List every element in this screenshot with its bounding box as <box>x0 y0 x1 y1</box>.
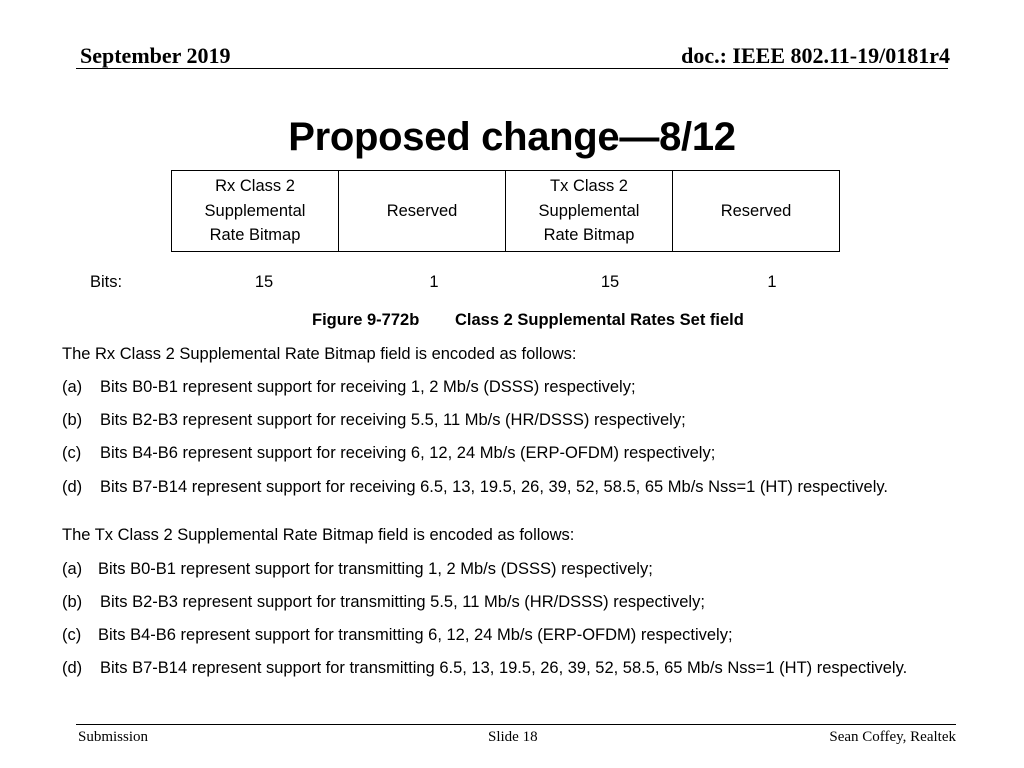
bits-row <box>0 271 1024 293</box>
footer-submission: Submission <box>78 729 149 745</box>
table-cell-reserved-2 <box>673 171 840 252</box>
list-item <box>62 408 686 432</box>
list-marker: (b) <box>62 593 83 611</box>
list-text: Bits B4-B6 represent support for receiving 6, 12, 24 Mb/s (ERP-OFDM) respectively; <box>100 444 716 462</box>
table-row <box>172 171 840 252</box>
bits-value: 15 <box>600 273 620 291</box>
table-cell-rx-bitmap <box>172 171 339 252</box>
list-marker: (c) <box>62 444 82 462</box>
footer-divider <box>76 724 956 725</box>
bits-label: Bits: <box>90 273 123 291</box>
tx-intro: The Tx Class 2 Supplemental Rate Bitmap field is encoded as follows: <box>62 526 575 544</box>
list-item <box>62 656 962 680</box>
header-divider <box>76 68 948 69</box>
cell-line: Supplemental <box>538 201 640 220</box>
list-marker: (d) <box>62 659 83 677</box>
cell-line: Reserved <box>720 201 792 220</box>
cell-line: Supplemental <box>204 201 306 220</box>
list-item <box>62 441 715 465</box>
list-text: Bits B7-B14 represent support for receiving 6.5, 13, 19.5, 26, 39, 52, 58.5, 65 Mb/s Nss=1 (HT) respectively. <box>100 478 888 496</box>
list-text: Bits B2-B3 represent support for transmitting 5.5, 11 Mb/s (HR/DSSS) respectively; <box>100 593 705 611</box>
list-item <box>62 590 705 614</box>
cell-line: Tx Class 2 <box>550 177 628 196</box>
slide-number: Slide 18 <box>488 729 538 745</box>
list-marker: (d) <box>62 478 83 496</box>
list-text: Bits B0-B1 represent support for receiving 1, 2 Mb/s (DSSS) respectively; <box>100 378 636 396</box>
table-cell-reserved-1 <box>339 171 506 252</box>
list-marker: (c) <box>62 626 82 644</box>
list-item <box>62 475 888 499</box>
list-text: Bits B7-B14 represent support for transmitting 6.5, 13, 19.5, 26, 39, 52, 58.5, 65 Mb/s Nss=1 (HT) respectively. <box>100 659 908 677</box>
header-doc-id: doc.: IEEE 802.11-19/0181r4 <box>681 43 950 68</box>
table-cell-tx-bitmap <box>506 171 673 252</box>
list-text: Bits B2-B3 represent support for receiving 5.5, 11 Mb/s (HR/DSSS) respectively; <box>100 411 686 429</box>
list-item <box>62 375 636 399</box>
bits-value: 1 <box>429 273 439 291</box>
figure-caption <box>312 309 744 331</box>
footer-author: Sean Coffey, Realtek <box>829 729 956 745</box>
figure-title: Class 2 Supplemental Rates Set field <box>455 311 744 329</box>
list-text: Bits B0-B1 represent support for transmitting 1, 2 Mb/s (DSSS) respectively; <box>98 560 653 578</box>
cell-line: Reserved <box>386 201 458 220</box>
cell-line: Rate Bitmap <box>209 226 301 245</box>
bits-value: 15 <box>254 273 274 291</box>
list-marker: (a) <box>62 378 83 396</box>
cell-line: Rx Class 2 <box>215 177 295 196</box>
header-date: September 2019 <box>80 43 231 68</box>
figure-number: Figure 9-772b <box>312 311 420 329</box>
rx-intro: The Rx Class 2 Supplemental Rate Bitmap field is encoded as follows: <box>62 345 577 363</box>
list-marker: (b) <box>62 411 83 429</box>
field-format-table <box>171 170 840 252</box>
list-text: Bits B4-B6 represent support for transmitting 6, 12, 24 Mb/s (ERP-OFDM) respectively; <box>98 626 733 644</box>
slide-title: Proposed change—8/12 <box>288 115 736 159</box>
cell-line: Rate Bitmap <box>543 226 635 245</box>
bits-value: 1 <box>767 273 777 291</box>
list-item <box>62 623 733 647</box>
list-marker: (a) <box>62 560 83 578</box>
list-item <box>62 557 653 581</box>
